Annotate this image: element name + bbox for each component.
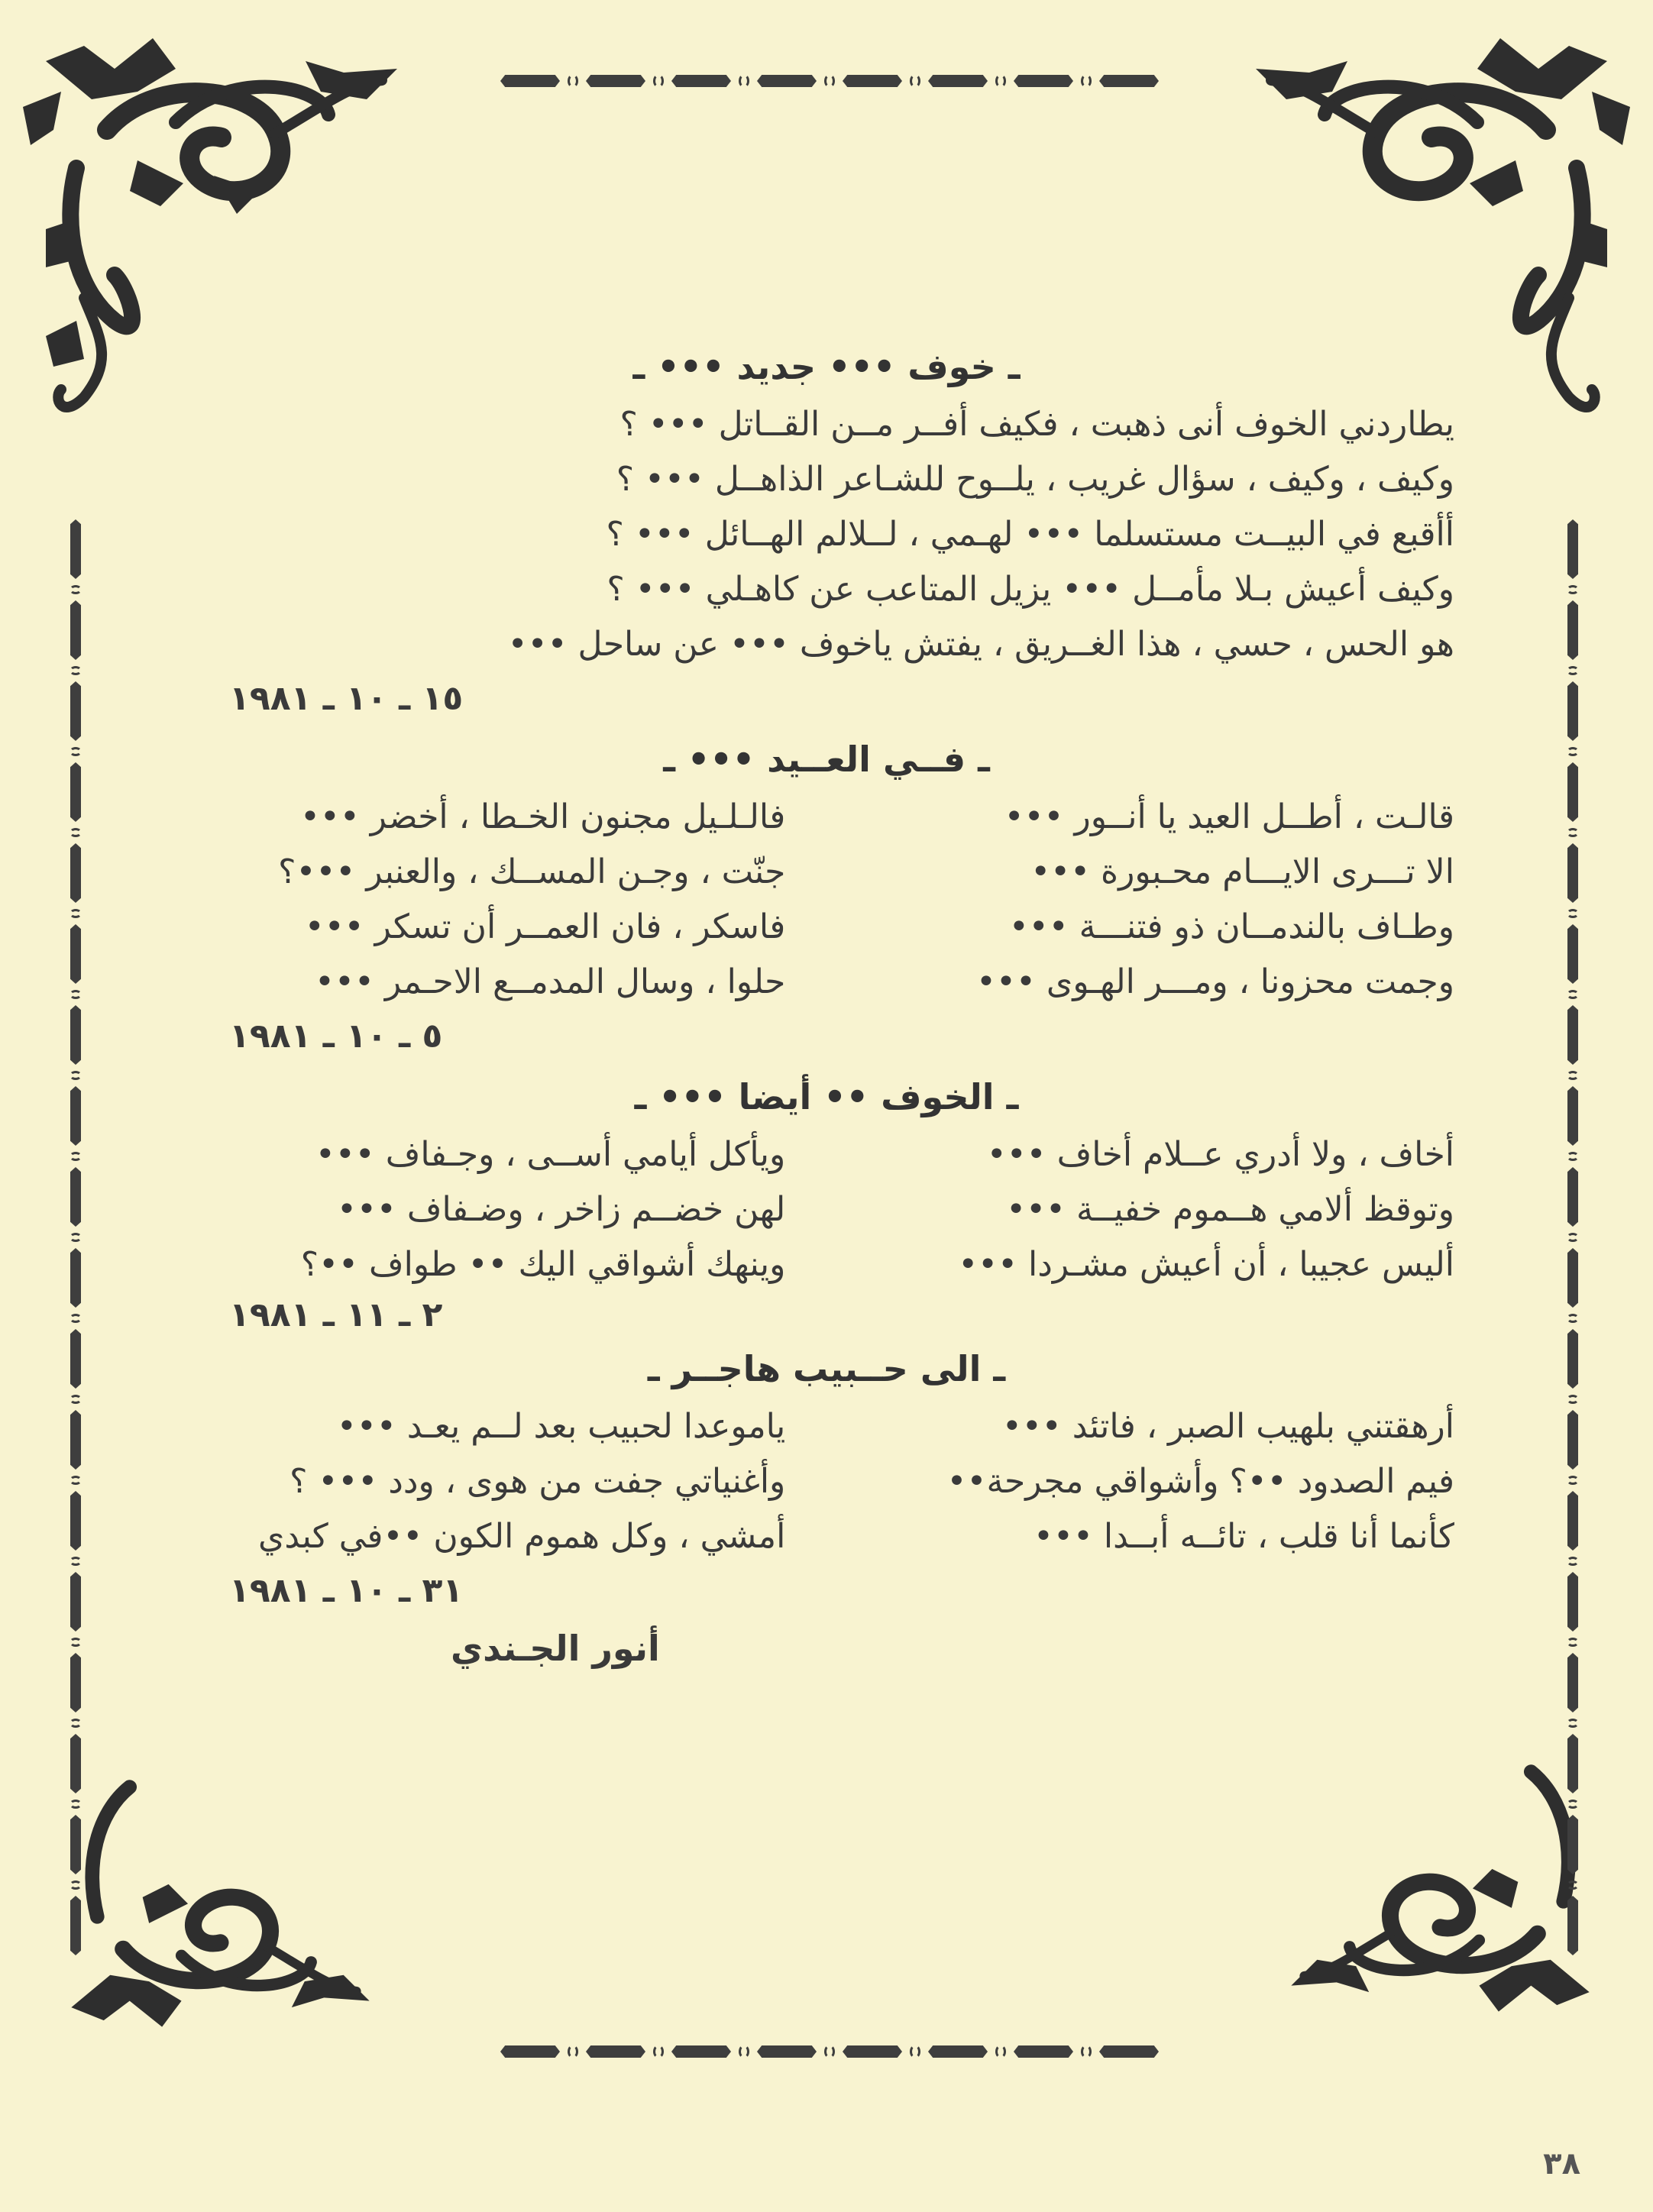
corner-ornament-bottom-left-icon <box>31 1632 397 2059</box>
second-hemistich: جنّت ، وجـن المســك ، والعنبر •••؟ <box>278 852 786 891</box>
first-hemistich: وطـاف بالندمــان ذو فتنـــة ••• <box>1008 907 1454 946</box>
poem-date: ٣١ ـ ١٠ ـ ١٩٨١ <box>229 1571 464 1610</box>
chain-border-left-icon <box>67 519 84 1955</box>
first-hemistich: الا تـــرى الايـــام محـبورة ••• <box>1030 852 1454 891</box>
poem-line: وكيف أعيش بـلا مأمــل ••• يزيل المتاعب عن كاهـلي ••• ؟ <box>607 570 1454 609</box>
first-hemistich: أليس عجيبا ، أن أعيش مشـردا ••• <box>958 1245 1454 1284</box>
first-hemistich: أرهقتني بلهيب الصبر ، فاتئد ••• <box>1001 1407 1454 1446</box>
chain-border-top-icon <box>500 73 1159 89</box>
poem-date: ١٥ ـ ١٠ ـ ١٩٨١ <box>229 679 464 718</box>
second-hemistich: حلوا ، وسال المدمــع الاحـمر ••• <box>315 962 786 1001</box>
poem-1 <box>168 336 1485 726</box>
second-hemistich: وينهك أشواقي اليك •• طواف ••؟ <box>300 1245 786 1284</box>
first-hemistich: وتوقظ ألامي هــموم خفيــة ••• <box>1006 1190 1454 1229</box>
second-hemistich: فاسكر ، فان العمــر أن تسكر ••• <box>304 907 786 946</box>
poem-couplet <box>168 1182 1485 1237</box>
poem-couplet <box>168 900 1485 955</box>
poem-line: هو الحس ، حسي ، هذا الغــريق ، يفتش ياخوف ••• عن ساحل ••• <box>507 625 1454 664</box>
chain-border-bottom-icon <box>500 2043 1159 2060</box>
poem-couplet <box>168 1399 1485 1454</box>
poem-line: أأقبع في البيــت مستسلما ••• لهـمي ، لــلالم الهــائل ••• ؟ <box>606 515 1454 554</box>
acanthus-scroll-icon <box>31 1632 397 2059</box>
author-signature: أنور الجـندي <box>451 1628 660 1669</box>
second-hemistich: ياموعدا لحبيب بعد لــم يعـد ••• <box>336 1407 786 1446</box>
poem-couplet <box>168 790 1485 845</box>
first-hemistich: وجمت محزونا ، ومـــر الهـوى ••• <box>976 962 1454 1001</box>
first-hemistich: أخاف ، ولا أدري عــلام أخاف ••• <box>986 1135 1454 1174</box>
poems-content <box>168 336 1485 1679</box>
poem-title: ـ خوف ••• جديد ••• ـ <box>632 346 1021 387</box>
second-hemistich: وأغنياتي جفت من هوى ، ودد ••• ؟ <box>290 1462 786 1501</box>
page-number: ٣٨ <box>1543 2146 1580 2181</box>
first-hemistich: قالـت ، أطــل العيد يا أنــور ••• <box>1004 797 1454 836</box>
poem-date: ٥ ـ ١٠ ـ ١٩٨١ <box>229 1017 443 1056</box>
second-hemistich: أمشي ، وكل هموم الكون ••في كبدي <box>257 1517 786 1556</box>
poem-couplet <box>168 1454 1485 1509</box>
first-hemistich: فيم الصدود ••؟ وأشواقي مجرحة•• <box>946 1462 1454 1501</box>
poem-title: ـ الخوف •• أيضا ••• ـ <box>634 1076 1019 1117</box>
first-hemistich: كأنما أنا قلب ، تائــه أبــدا ••• <box>1034 1517 1454 1556</box>
poem-couplet <box>168 955 1485 1010</box>
poem-title: ـ الى حــبيب هاجــر ـ <box>647 1348 1006 1389</box>
poem-3 <box>168 1066 1485 1338</box>
poem-couplet <box>168 1509 1485 1564</box>
poem-couplet <box>168 845 1485 900</box>
poem-4 <box>168 1338 1485 1618</box>
second-hemistich: فالـلـيل مجنون الخـطا ، أخضر ••• <box>299 797 786 836</box>
second-hemistich: ويأكل أيامي أســى ، وجـفاف ••• <box>315 1135 786 1174</box>
poem-date: ٢ ـ ١١ ـ ١٩٨١ <box>229 1295 443 1334</box>
poem-title: ـ فــي العــيد ••• ـ <box>663 739 990 780</box>
poem-line: يطاردني الخوف أنى ذهبت ، فكيف أفــر مــن القــاتل ••• ؟ <box>619 405 1454 444</box>
poem-couplet <box>168 1127 1485 1182</box>
second-hemistich: لهن خضــم زاخر ، وضـفاف ••• <box>336 1190 786 1229</box>
poem-line: وكيف ، وكيف ، سؤال غريب ، يلــوح للشـاعر الذاهــل ••• ؟ <box>616 460 1454 499</box>
chain-border-right-icon <box>1564 519 1581 1955</box>
poem-couplet <box>168 1237 1485 1292</box>
poem-2 <box>168 729 1485 1063</box>
